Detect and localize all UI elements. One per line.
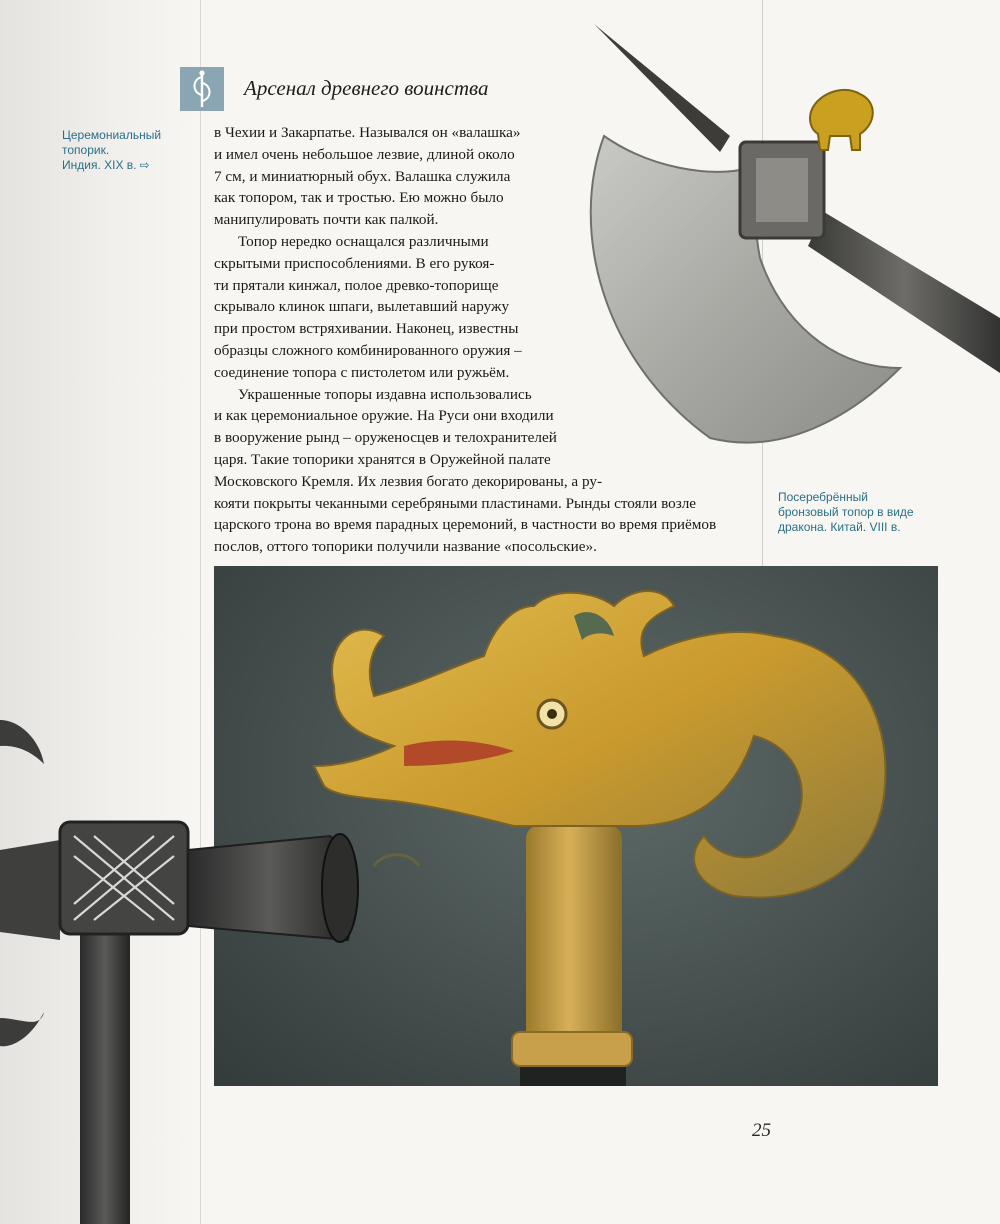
text-line: скрытыми приспособлениями. В его рукоя-: [214, 254, 495, 272]
text-line: при простом встряхивании. Наконец, известны: [214, 320, 519, 338]
text-line: царского трона во время парадных церемоний, в частности во время приёмов: [214, 516, 717, 534]
caption-ceremonial-axe: [62, 128, 182, 173]
page-number: 25: [752, 1120, 771, 1141]
caption-line: Церемониальный: [62, 128, 162, 142]
article-body: [214, 122, 774, 558]
caption-line: дракона. Китай. VIII в.: [778, 520, 901, 534]
text-line: соединение топора с пистолетом или ружьём.: [214, 363, 510, 381]
text-line: послов, оттого топорики получили название «посольские».: [214, 538, 597, 556]
text-line: ти прятали кинжал, полое древко-топорище: [214, 276, 499, 294]
text-line: манипулировать почти как палкой.: [214, 211, 439, 229]
caption-line: [62, 158, 182, 173]
text-line: 7 см, и миниатюрный обух. Валашка служила: [214, 167, 511, 185]
caption-dragon-axe: [778, 490, 938, 535]
caption-line: Посеребрённый: [778, 490, 868, 504]
text-line: царя. Такие топорики хранятся в Оружейной палате: [214, 450, 551, 468]
sword-emblem-icon: [180, 67, 224, 111]
text-line: как топором, так и тростью. Ею можно было: [214, 189, 504, 207]
text-line: Украшенные топоры издавна использовались: [238, 385, 532, 403]
text-line: в Чехии и Закарпатье. Назывался он «валашка»: [214, 124, 521, 141]
text-line: скрывало клинок шпаги, вылетавший наружу: [214, 298, 510, 316]
running-header-title: Арсенал древнего воинства: [244, 76, 489, 100]
text-line: и имел очень небольшое лезвие, длиной около: [214, 145, 515, 163]
caption-text: Индия. XIX в.: [62, 158, 137, 172]
text-line: Московского Кремля. Их лезвия богато декорированы, а ру-: [214, 472, 603, 490]
text-line: кояти покрыты чеканными серебряными пластинами. Рынды стояли возле: [214, 494, 697, 512]
war-hammer-image: [0, 700, 370, 1224]
text-line: и как церемониальное оружие. На Руси они входили: [214, 407, 554, 425]
text-line: в вооружение рынд – оруженосцев и телохранителей: [214, 429, 557, 447]
text-line: Топор нередко оснащался различными: [238, 232, 489, 250]
arrow-right-icon: ⇨: [139, 158, 150, 172]
caption-line: топорик.: [62, 143, 110, 157]
text-line: образцы сложного комбинированного оружия –: [214, 341, 522, 359]
caption-line: бронзовый топор в виде: [778, 505, 914, 519]
